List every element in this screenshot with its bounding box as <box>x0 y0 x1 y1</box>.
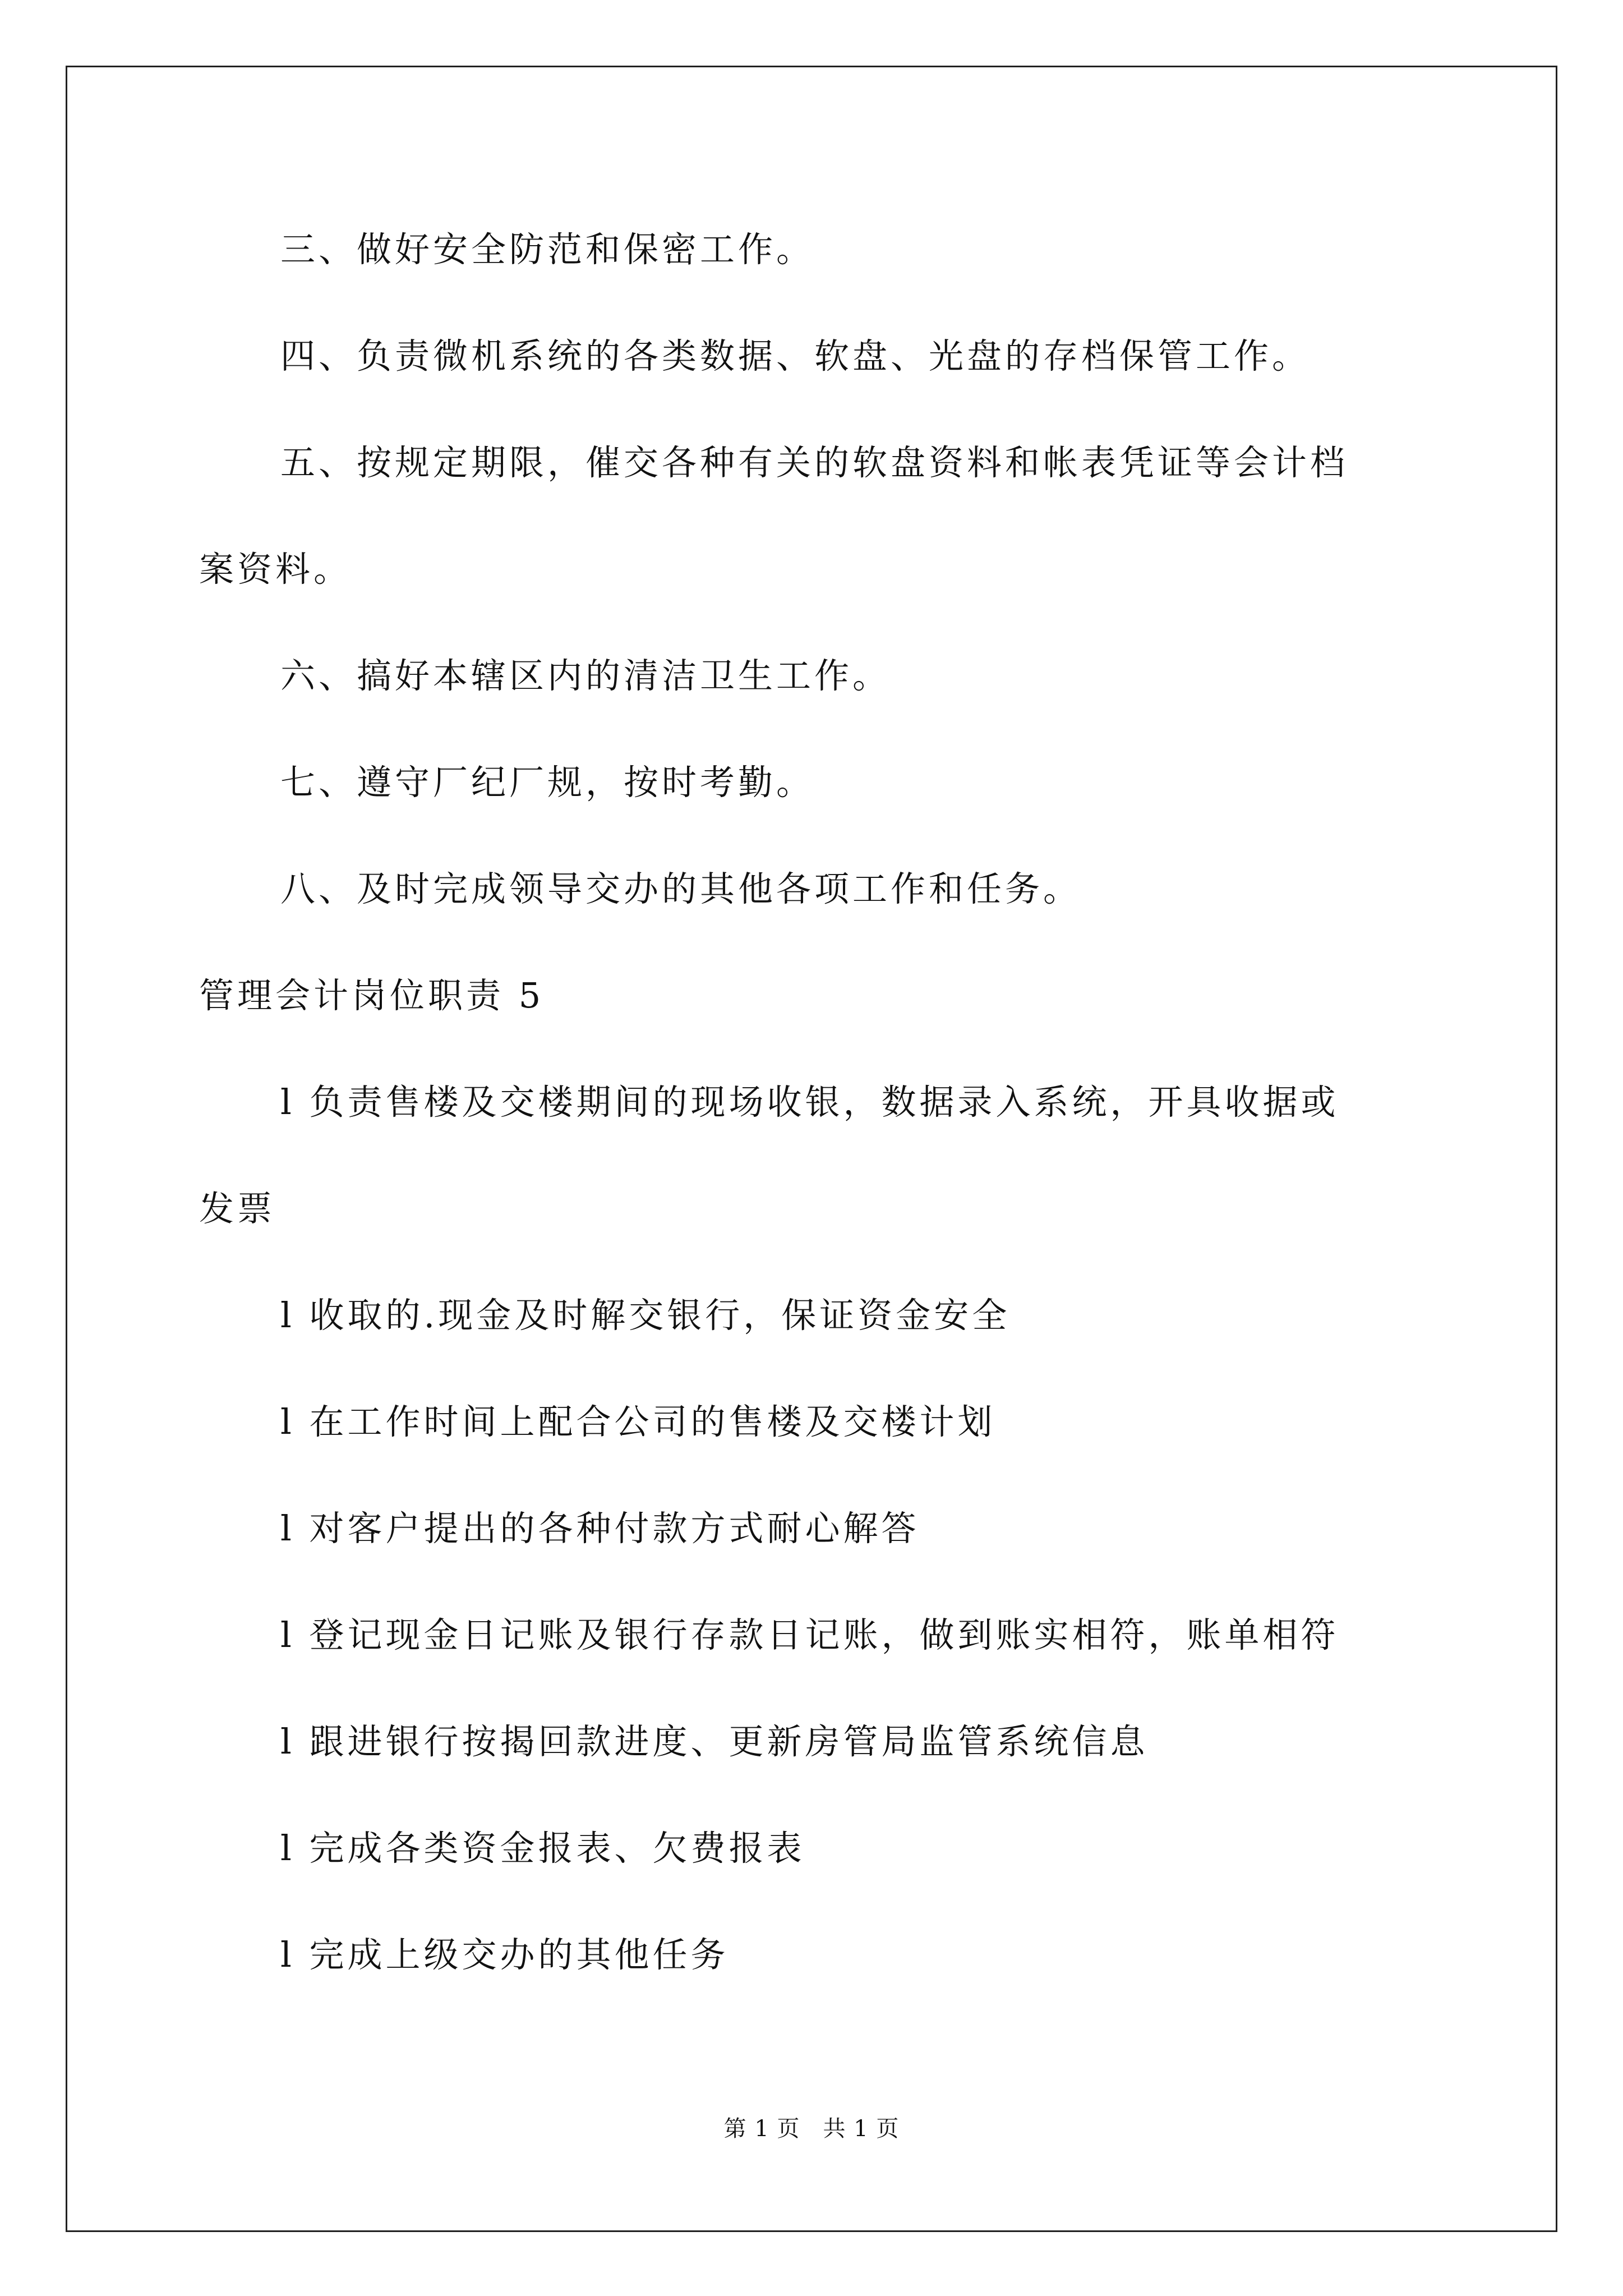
paragraph-line: l 完成上级交办的其他任务 <box>280 1934 729 1975</box>
paragraph-line: l 收取的.现金及时解交银行，保证资金安全 <box>280 1295 1011 1336</box>
section-heading: 管理会计岗位职责 5 <box>199 975 545 1016</box>
paragraph-line: l 负责售楼及交楼期间的现场收银，数据录入系统，开具收据或 <box>280 1082 1339 1122</box>
page-frame <box>66 66 1557 2232</box>
paragraph-line: l 跟进银行按揭回款进度、更新房管局监管系统信息 <box>280 1721 1149 1762</box>
paragraph-line: l 完成各类资金报表、欠费报表 <box>280 1828 805 1869</box>
paragraph-line: 三、做好安全防范和保密工作。 <box>280 229 815 270</box>
paragraph-line: 八、及时完成领导交办的其他各项工作和任务。 <box>280 868 1082 909</box>
paragraph-line: 发票 <box>199 1188 276 1229</box>
page-number: 第 1 页 共 1 页 <box>723 2116 900 2142</box>
paragraph-line: l 在工作时间上配合公司的售楼及交楼计划 <box>280 1401 996 1442</box>
paragraph-line: 五、按规定期限，催交各种有关的软盘资料和帐表凭证等会计档 <box>280 442 1349 483</box>
paragraph-line: 七、遵守厂纪厂规，按时考勤。 <box>280 762 815 803</box>
paragraph-line: 案资料。 <box>199 549 352 590</box>
paragraph-line: l 对客户提出的各种付款方式耐心解答 <box>280 1508 920 1549</box>
paragraph-line: l 登记现金日记账及银行存款日记账，做到账实相符，账单相符 <box>280 1614 1339 1655</box>
paragraph-line: 六、搞好本辖区内的清洁卫生工作。 <box>280 655 891 696</box>
paragraph-line: 四、负责微机系统的各类数据、软盘、光盘的存档保管工作。 <box>280 335 1311 376</box>
